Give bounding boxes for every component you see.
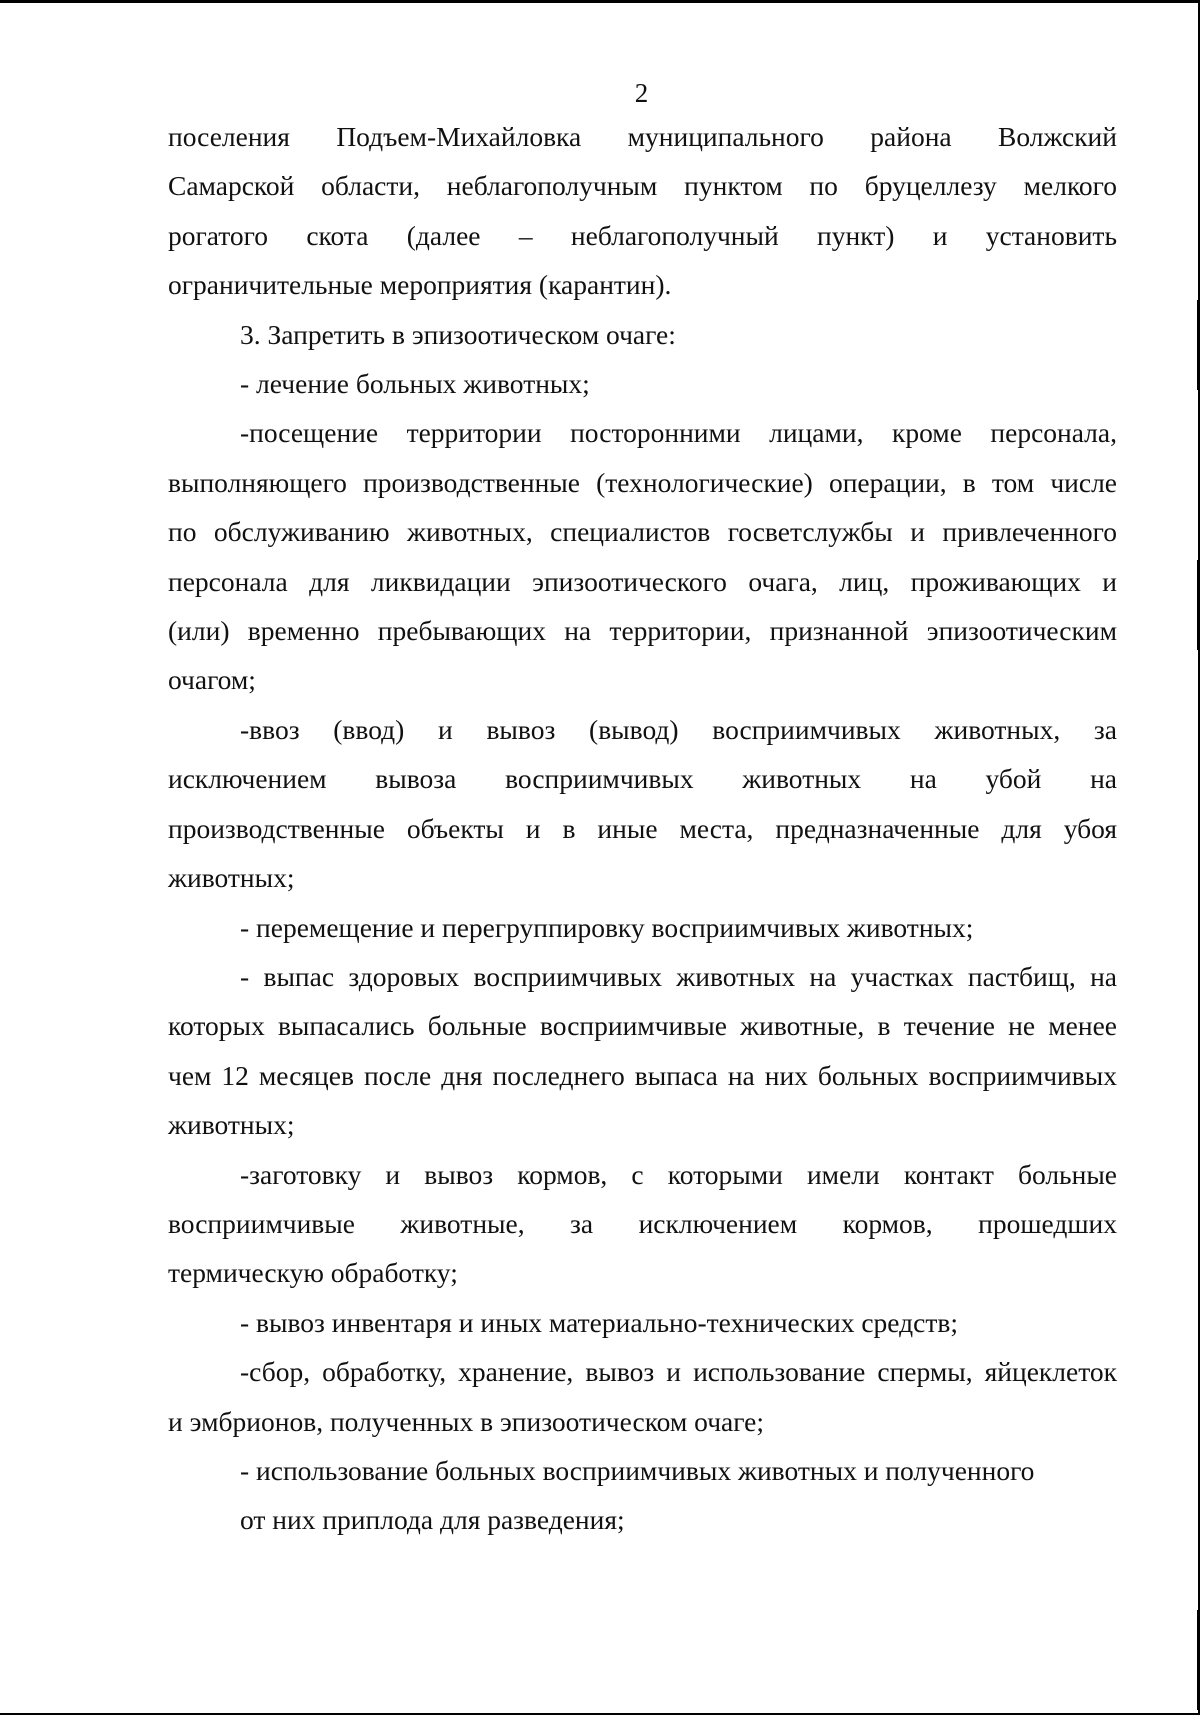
text-line: животных; (168, 1109, 295, 1141)
page-number: 2 (634, 78, 649, 108)
text-line: -ввоз (ввод) и вывоз (вывод) восприимчивых животных, за (240, 713, 1117, 745)
text-line: исключением вывоза восприимчивых животных на убой на (168, 763, 1117, 795)
text-line: поселения Подъем-Михайловка муниципального района Волжский (168, 121, 1117, 152)
text-line: (или) временно пребывающих на территории, признанной эпизоотическим (168, 615, 1117, 647)
text-line: -заготовку и вывоз кормов, с которыми имели контакт больные (240, 1158, 1117, 1190)
text-line: - выпас здоровых восприимчивых животных на участках пастбищ, на (240, 960, 1117, 992)
text-line: по обслуживанию животных, специалистов госветслужбы и привлеченного (168, 516, 1117, 548)
list-item: - лечение больных животных; (240, 368, 590, 400)
scan-edge-mark (1197, 300, 1198, 390)
text-line: термическую обработку; (168, 1257, 458, 1289)
text-line: чем 12 месяцев после дня последнего выпаса на них больных восприимчивых (168, 1059, 1117, 1091)
text-line: персонала для ликвидации эпизоотического очага, лиц, проживающих и (168, 565, 1117, 597)
text-line: от них приплода для разведения; (240, 1504, 625, 1536)
text-line: выполняющего производственные (технологические) операции, в том числе (168, 466, 1117, 498)
text-line: Самарской области, неблагополучным пунктом по бруцеллезу мелкого (168, 170, 1117, 202)
text-line: -сбор, обработку, хранение, вывоз и использование спермы, яйцеклеток (240, 1356, 1117, 1388)
text-line: очагом; (168, 664, 256, 696)
text-line: и эмбрионов, полученных в эпизоотическом очаге; (168, 1405, 765, 1437)
text-line: восприимчивые животные, за исключением кормов, прошедших (168, 1207, 1117, 1239)
text-line: производственные объекты и в иные места, предназначенные для убоя (168, 812, 1117, 844)
text-line: животных; (168, 862, 295, 894)
text-line: которых выпасались больные восприимчивые животные, в течение не менее (168, 1010, 1117, 1042)
text-line: -посещение территории посторонними лицами, кроме персонала, (240, 417, 1117, 449)
item-heading: 3. Запретить в эпизоотическом очаге: (240, 318, 676, 350)
text-line: ограничительные мероприятия (карантин). (168, 269, 672, 301)
list-item: - перемещение и перегруппировку восприимчивых животных; (240, 911, 974, 943)
scan-edge-mark (1197, 1610, 1198, 1710)
text-line: рогатого скота (далее – неблагополучный пункт) и установить (168, 219, 1117, 251)
text-line: - использование больных восприимчивых животных и полученного (240, 1454, 1035, 1486)
list-item: - вывоз инвентаря и иных материально-технических средств; (240, 1306, 958, 1338)
document-body (168, 112, 1117, 1545)
scan-edge-top (0, 0, 1200, 3)
scan-edge-mark (1197, 560, 1198, 650)
